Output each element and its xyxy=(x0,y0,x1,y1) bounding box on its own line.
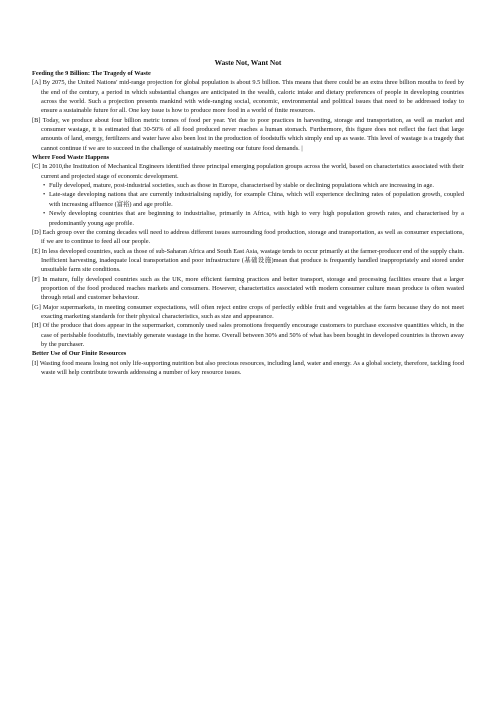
bullet-icon: • xyxy=(43,210,46,218)
bullet-text: Newly developing countries that are beginning to industrialise, primarily in Africa, with high to very high population growth rates, and characterised by a predominantly young age profile. xyxy=(49,210,464,227)
bullet-text: Fully developed, mature, post-industrial societies, such as those in Europe, characterised by stable or declining populations which are increasing in age. xyxy=(49,182,434,190)
paragraph-e: [E] In less developed countries, such as those of sub-Saharan Africa and South East Asia, wastage tends to occur primarily at the farmer-producer end of the supply chain. Inefficient harvesting, inadequate local transportation and poor infrastructure (基础设施)mean that produce is frequently handled inappropriately and stored under unsuitable farm site conditions. xyxy=(32,247,464,274)
paragraph-f: [F] In mature, fully developed countries such as the UK, more efficient farming practices and better transport, storage and processing facilities ensure that a larger proportion of the food produced reaches markets and consumers. However, characteristics associated with modern consumer culture mean produce is often wasted through retail and customer behaviour. xyxy=(32,275,464,302)
paragraph-g: [G] Major supermarkets, in meeting consumer expectations, will often reject entire crops of perfectly edible fruit and vegetables at the farm because they do not meet exacting marketing standards for their physical characteristics, such as size and appearance. xyxy=(32,303,464,320)
paragraph-b: [B] Today, we produce about four billion metric tonnes of food per year. Yet due to poor practices in harvesting, storage and transportation, as well as market and consumer wastage, it is estimated that 30-50% of all food produced never reaches a human stomach. Furthermore, this figure does not reflect the fact that large amounts of land, energy, fertilizers and water have also been lost in the production of foodstuffs which simply end up as waste. This level of wastage is a tragedy that cannot continue if we are to succeed in the challenge of sustainably meeting our future food demands. | xyxy=(32,116,464,152)
bullet-icon: • xyxy=(43,182,46,190)
bullet-item xyxy=(32,209,464,228)
paragraph-c: [C] In 2010,the Institution of Mechanical Engineers identified three principal emerging population groups across the world, based on characteristics associated with their current and projected stage of economic development. xyxy=(32,163,464,180)
bullet-icon: • xyxy=(43,191,46,199)
section-heading: Feeding the 9 Billion: The Tragedy of Waste xyxy=(32,70,151,77)
paragraph-i: [I] Wasting food means losing not only life-supporting nutrition but also precious resources, including land, water and energy. As a global society, therefore, tackling food waste will help contribute towards addressing a number of key resource issues. xyxy=(32,359,464,376)
document-title: Waste Not, Want Not xyxy=(214,58,282,67)
section-heading: Better Use of Our Finite Resources xyxy=(32,350,127,358)
paragraph-d: [D] Each group over the coming decades will need to address different issues surrounding food production, storage and transportation, as well as consumer expectations, if we are to continue to feed all our people. xyxy=(32,228,464,246)
bullet-text: Late-stage developing nations that are currently industrialising rapidly, for example China, which will experience declining rates of population growth, coupled with increasing affluence (富裕) and age profile. xyxy=(49,191,464,208)
paragraph-h: [H] Of the produce that does appear in the supermarket, commonly used sales promotions frequently encourage customers to purchase excessive quantities which, in the case of perishable foodstuffs, inevitably generate wastage in the home. Overall between 30% and 50% of what has been bought in developed countries is thrown away by the purchaser. xyxy=(32,322,464,348)
bullet-item xyxy=(32,181,464,190)
bullet-item xyxy=(32,190,464,209)
section-heading: Where Food Waste Happens xyxy=(32,154,110,162)
document-body xyxy=(32,69,464,377)
paragraph-a: [A] By 2075, the United Nations' mid-range projection for global population is about 9.5 billion. This means that there could be an extra three billion mouths to feed by the end of the century, a period in which substantial changes are anticipated in the wealth, caloric intake and dietary preferences of people in developing countries across the world. Such a projection presents mankind with wide-ranging social, economic, environmental and political issues that need to be addressed today to ensure a sustainable future for all. One key issue is how to produce more food in a world of finite resources. xyxy=(32,79,464,115)
